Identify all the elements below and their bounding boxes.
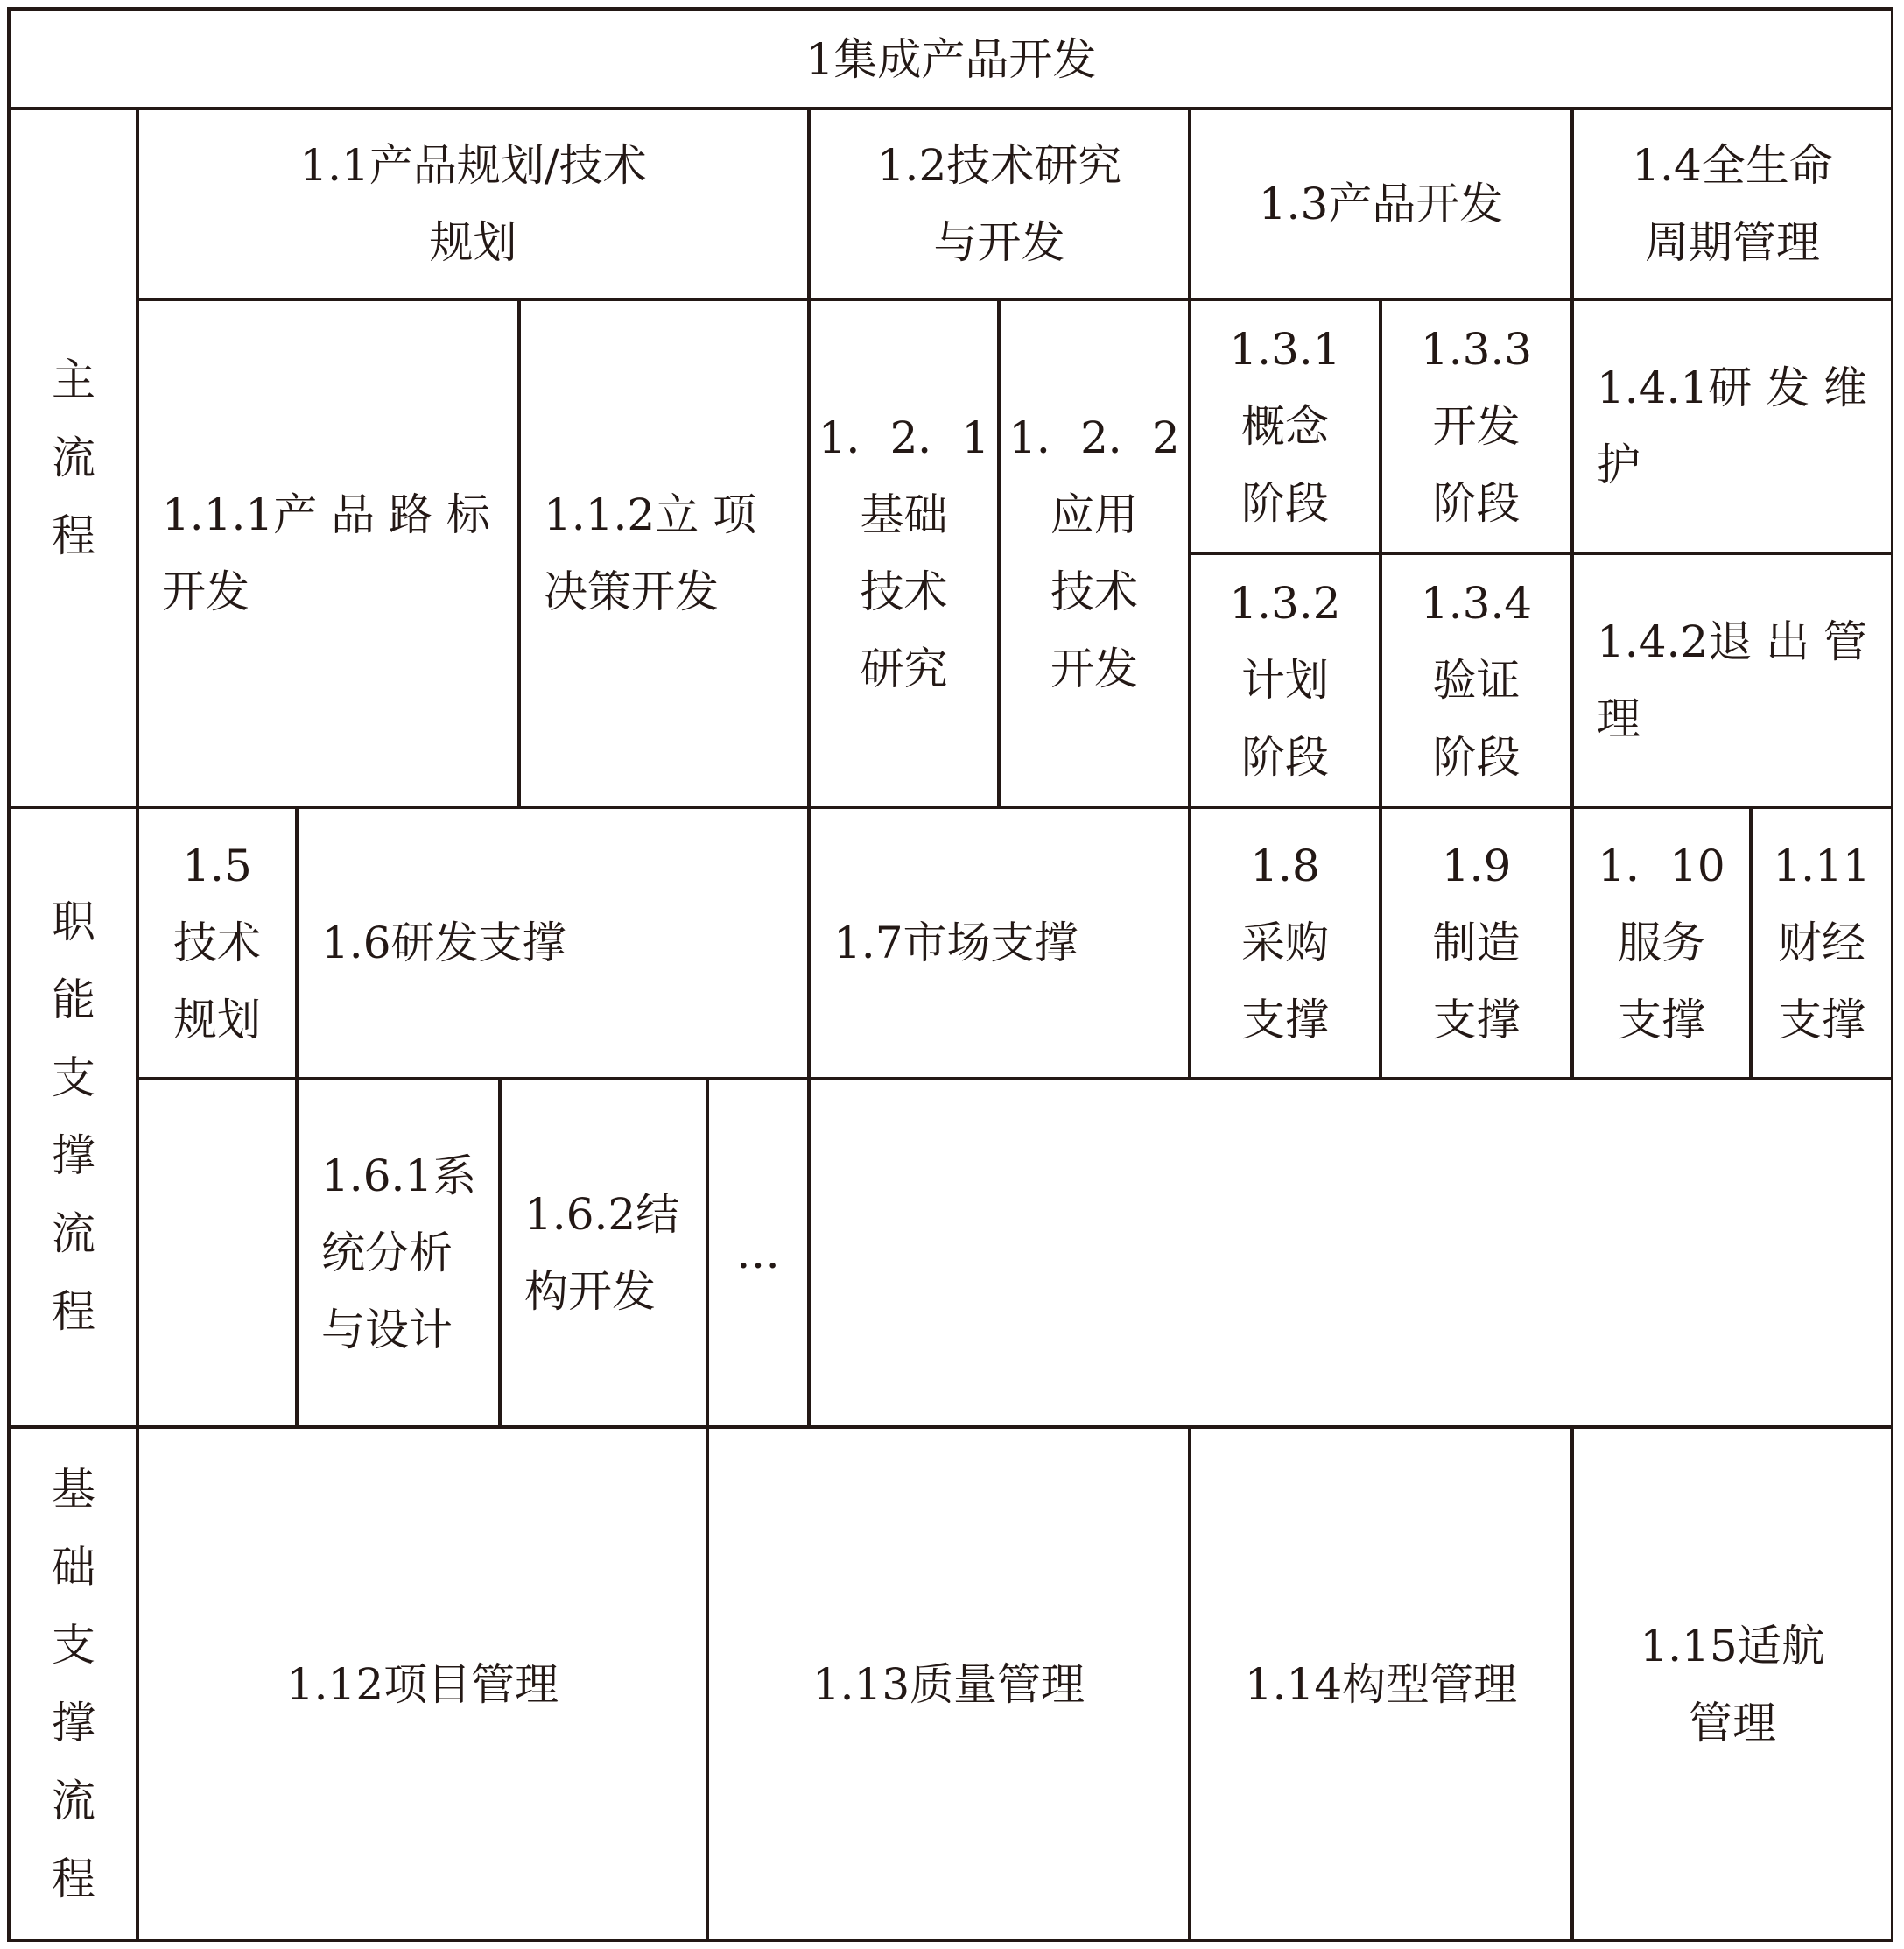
cell-1-3-4	[1380, 552, 1573, 808]
section-functional-support	[9, 806, 138, 1428]
cell-1-3-2-label: 1.3.2 计划 阶段	[1229, 578, 1341, 783]
cell-1-8-label: 1.8 采购 支撑	[1241, 841, 1329, 1045]
cell-1-6-1	[296, 1078, 501, 1428]
cell-1-14	[1189, 1426, 1573, 1942]
cell-1-4-label: 1.4全生命 周期管理	[1632, 140, 1833, 268]
cell-1-8	[1189, 806, 1381, 1080]
cell-empty-functional	[808, 1078, 1893, 1428]
cell-1-6	[296, 806, 810, 1080]
cell-1-5	[137, 806, 298, 1080]
cell-1-3-3	[1380, 299, 1573, 554]
section-base-support-label: 基 础 支 撑 流 程	[52, 1463, 95, 1904]
cell-1-9	[1380, 806, 1573, 1080]
cell-1-5-label: 1.5 技术 规划	[173, 841, 261, 1045]
cell-1-15	[1571, 1426, 1893, 1942]
cell-1-4-2	[1571, 552, 1893, 808]
cell-empty-under-1-5	[137, 1078, 298, 1428]
cell-1-2-2	[998, 299, 1191, 808]
cell-1-1-2-label: 1.1.2立 项 决策开发	[544, 489, 757, 617]
cell-1-2-1	[808, 299, 1000, 808]
cell-1-12	[137, 1426, 708, 1942]
cell-1-3-4-label: 1.3.4 验证 阶段	[1420, 578, 1533, 783]
cell-1-13-label: 1.13质量管理	[811, 1658, 1085, 1710]
cell-1-1-1-label: 1.1.1产 品 路 标 开发	[162, 489, 490, 617]
cell-1-2-2-label: 1．2．2 应用 技术 开发	[1008, 412, 1180, 694]
cell-1-6-label: 1.6研发支撑	[321, 918, 566, 968]
cell-1-14-label: 1.14构型管理	[1244, 1658, 1518, 1710]
cell-1-7	[808, 806, 1191, 1080]
cell-1-6-1-label: 1.6.1系 统分析 与设计	[321, 1150, 477, 1355]
section-main-flow-label: 主 流 程	[52, 354, 95, 561]
cell-1-9-label: 1.9 制造 支撑	[1432, 841, 1521, 1045]
cell-1-7-label: 1.7市场支撑	[833, 918, 1078, 968]
cell-1-10-label: 1．10 服务 支撑	[1598, 841, 1725, 1045]
cell-1-10	[1571, 806, 1752, 1080]
cell-1-1-1	[137, 299, 520, 808]
cell-1-2-label: 1.2技术研究 与开发	[876, 140, 1122, 268]
section-main-flow	[9, 108, 138, 808]
cell-1-4-1	[1571, 299, 1893, 554]
title-text: 1集成产品开发	[805, 33, 1097, 85]
cell-1-12-label: 1.12项目管理	[285, 1658, 559, 1710]
cell-1-11	[1750, 806, 1893, 1080]
section-base-support	[9, 1426, 138, 1942]
cell-1-6-2	[499, 1078, 708, 1428]
cell-1-1-label: 1.1产品规划/技术 规划	[299, 140, 647, 268]
cell-1-3-1	[1189, 299, 1381, 554]
section-functional-support-label: 职 能 支 撑 流 程	[52, 897, 95, 1337]
cell-1-4	[1571, 108, 1893, 300]
cell-1-1-2	[518, 299, 810, 808]
title-cell	[9, 9, 1893, 109]
cell-1-6-2-label: 1.6.2结 构开发	[524, 1189, 680, 1317]
cell-1-3-1-label: 1.3.1 概念 阶段	[1229, 324, 1341, 529]
cell-ellipsis	[706, 1078, 810, 1428]
cell-1-1	[137, 108, 810, 300]
cell-1-3-label: 1.3产品开发	[1258, 179, 1504, 229]
cell-1-3-3-label: 1.3.3 开发 阶段	[1420, 324, 1533, 529]
cell-1-15-label: 1.15适航 管理	[1640, 1620, 1825, 1748]
cell-1-2-1-label: 1．2．1 基础 技术 研究	[818, 412, 990, 694]
cell-1-11-label: 1.11 财经 支撑	[1773, 841, 1871, 1045]
cell-1-3	[1189, 108, 1573, 300]
cell-1-4-2-label: 1.4.2退 出 管 理	[1597, 616, 1868, 744]
ellipsis-label: …	[736, 1228, 780, 1278]
cell-1-2	[808, 108, 1191, 300]
cell-1-4-1-label: 1.4.1研 发 维 护	[1597, 362, 1868, 490]
cell-1-13	[706, 1426, 1191, 1942]
cell-1-3-2	[1189, 552, 1381, 808]
